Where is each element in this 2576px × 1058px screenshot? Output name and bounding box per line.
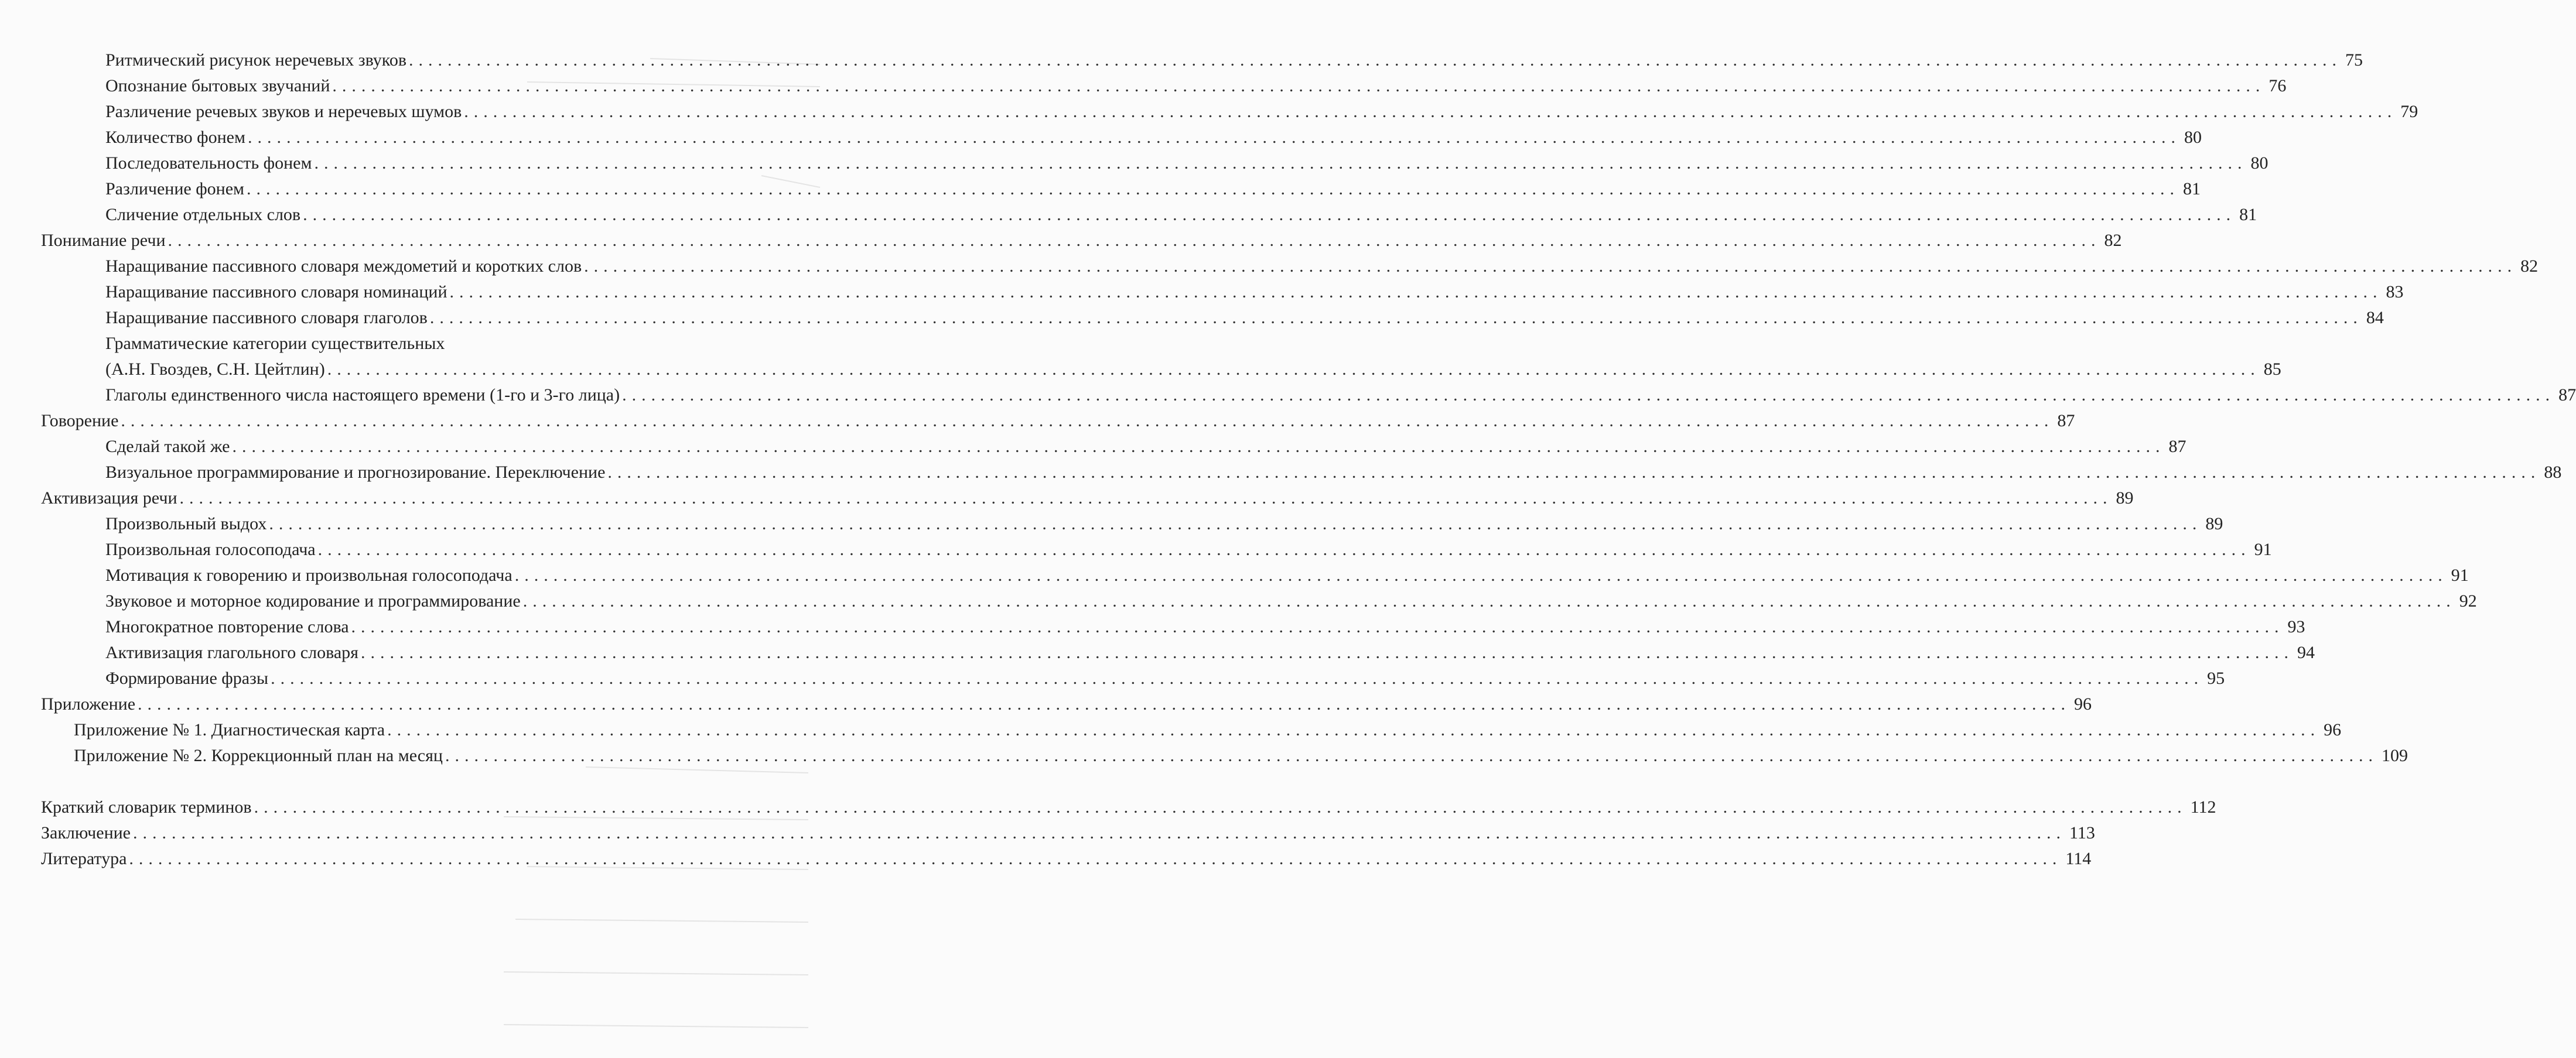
toc-entry-page-number: 85 [2263, 359, 2281, 379]
toc-entry[interactable] [0, 640, 2315, 666]
toc-entry-page-number: 89 [2116, 488, 2134, 508]
toc-entry[interactable] [0, 382, 2576, 408]
toc-entry[interactable] [0, 279, 2404, 305]
toc-entry-page-number: 88 [2544, 463, 2562, 482]
dot-leader: ........................................................................................................................................................................................................ [449, 282, 2383, 302]
dot-leader: ........................................................................................................................................................................................................ [607, 463, 2541, 482]
toc-entry-title: Приложение [41, 694, 136, 714]
toc-entry[interactable] [0, 511, 2223, 537]
toc-entry-page-number: 112 [2190, 797, 2216, 817]
toc-entry-page-number: 79 [2400, 102, 2418, 121]
dot-leader: ........................................................................................................................................................................................................ [522, 591, 2456, 611]
toc-entry-title: Наращивание пассивного словаря номинаций [105, 282, 447, 302]
dot-leader: ........................................................................................................................................................................................................ [332, 76, 2266, 95]
toc-entry-page-number: 95 [2207, 669, 2225, 688]
toc-entry-page-number: 96 [2074, 694, 2092, 714]
toc-entry-page-number: 89 [2205, 514, 2223, 533]
toc-entry[interactable] [0, 357, 2281, 382]
dot-leader: ........................................................................................................................................................................................................ [247, 128, 2181, 147]
dot-leader: ........................................................................................................................................................................................................ [303, 205, 2236, 224]
toc-entry-title: Краткий словарик терминов [41, 797, 252, 817]
dot-leader: ........................................................................................................................................................................................................ [445, 746, 2378, 765]
toc-entry-title: Грамматические категории существительных [105, 334, 445, 353]
toc-entry[interactable] [0, 485, 2134, 511]
toc-entry[interactable] [0, 228, 2122, 254]
toc-entry[interactable] [0, 47, 2363, 73]
toc-entry[interactable] [0, 820, 2095, 846]
toc-entry-title: Наращивание пассивного словаря междометий и коротких слов [105, 256, 582, 276]
toc-entry-title: Заключение [41, 823, 131, 843]
toc-entry-title: Последовательность фонем [105, 153, 312, 173]
toc-entry-title: Мотивация к говорению и произвольная голосоподача [105, 566, 513, 585]
dot-leader: ........................................................................................................................................................................................................ [351, 617, 2284, 636]
toc-entry-page-number: 113 [2069, 823, 2095, 843]
dot-leader: ........................................................................................................................................................................................................ [317, 540, 2251, 559]
toc-entry[interactable] [0, 691, 2092, 717]
toc-entry-page-number: 82 [2520, 256, 2539, 276]
toc-entry-page-number: 87 [2057, 411, 2075, 430]
toc-entry[interactable] [0, 73, 2287, 99]
toc-entry-title: (А.Н. Гвоздев, С.Н. Цейтлин) [105, 359, 325, 379]
toc-entry-title: Опознание бытовых звучаний [105, 76, 330, 95]
dot-leader: ........................................................................................................................................................................................................ [314, 153, 2247, 173]
toc-entry-page-number: 87 [2168, 437, 2186, 456]
dot-leader: ........................................................................................................................................................................................................ [387, 720, 2321, 739]
toc-entry-title: Звуковое и моторное кодирование и программирование [105, 591, 521, 611]
toc-entry-page-number: 82 [2104, 231, 2122, 250]
dot-leader: ........................................................................................................................................................................................................ [584, 256, 2517, 276]
dot-leader: ........................................................................................................................................................................................................ [360, 643, 2294, 662]
toc-entry-title: Приложение № 2. Коррекционный план на месяц [74, 746, 443, 765]
dot-leader: ........................................................................................................................................................................................................ [247, 179, 2179, 198]
toc-entry[interactable] [0, 795, 2216, 820]
toc-entry-title: Понимание речи [41, 231, 166, 250]
toc-entry[interactable] [0, 408, 2075, 434]
toc-entry[interactable] [0, 305, 2384, 331]
toc-entry[interactable] [0, 717, 2342, 743]
dot-leader: ........................................................................................................................................................................................................ [514, 566, 2448, 585]
toc-entry[interactable] [0, 99, 2418, 125]
toc-entry-page-number: 75 [2345, 50, 2363, 70]
toc-entry-title: Произвольная голосоподача [105, 540, 316, 559]
toc-entry[interactable] [0, 331, 867, 357]
toc-entry-page-number: 84 [2366, 308, 2384, 327]
toc-entry-page-number: 83 [2386, 282, 2404, 302]
toc-entry-page-number: 87 [2558, 385, 2576, 405]
toc-entry[interactable] [0, 434, 2186, 460]
dot-leader: ........................................................................................................................................................................................................ [254, 797, 2187, 817]
toc-entry[interactable] [0, 614, 2305, 640]
toc-entry[interactable] [0, 460, 2562, 485]
toc-entry-page-number: 94 [2297, 643, 2315, 662]
toc-entry-title: Ритмический рисунок неречевых звуков [105, 50, 407, 70]
toc-entry[interactable] [0, 666, 2225, 691]
toc-entry[interactable] [0, 846, 2092, 872]
dot-leader: ........................................................................................................................................................................................................ [121, 411, 2054, 430]
toc-entry-title: Активизация речи [41, 488, 177, 508]
toc-entry-page-number: 92 [2459, 591, 2477, 611]
toc-entry-title: Наращивание пассивного словаря глаголов [105, 308, 428, 327]
toc-entry-title: Приложение № 1. Диагностическая карта [74, 720, 385, 739]
toc-entry-title: Произвольный выдох [105, 514, 267, 533]
dot-leader: ........................................................................................................................................................................................................ [622, 385, 2555, 405]
toc-entry-title: Литература [41, 849, 127, 868]
toc-entry-title: Глаголы единственного числа настоящего времени (1-го и 3-го лица) [105, 385, 620, 405]
dot-leader: ........................................................................................................................................................................................................ [271, 669, 2204, 688]
dot-leader: ........................................................................................................................................................................................................ [138, 694, 2071, 714]
toc-entry-page-number: 76 [2268, 76, 2287, 95]
dot-leader: ........................................................................................................................................................................................................ [179, 488, 2113, 508]
toc-entry-page-number: 81 [2183, 179, 2201, 198]
toc-entry[interactable] [0, 588, 2477, 614]
toc-entry[interactable] [0, 176, 2201, 202]
toc-entry-title: Визуальное программирование и прогнозирование. Переключение [105, 463, 606, 482]
toc-entry-page-number: 93 [2287, 617, 2305, 636]
toc-entry-page-number: 80 [2184, 128, 2202, 147]
toc-entry-page-number: 114 [2065, 849, 2092, 868]
dot-leader: ........................................................................................................................................................................................................ [232, 437, 2165, 456]
toc-entry-page-number: 96 [2324, 720, 2342, 739]
toc-entry-title: Многократное повторение слова [105, 617, 349, 636]
toc-entry-title: Активизация глагольного словаря [105, 643, 358, 662]
toc-entry-page-number: 81 [2239, 205, 2257, 224]
toc-entry-page-number: 91 [2451, 566, 2469, 585]
toc-entry[interactable] [0, 563, 2469, 588]
dot-leader: ........................................................................................................................................................................................................ [168, 231, 2101, 250]
toc-entry-title: Говорение [41, 411, 119, 430]
toc-entry-title: Формирование фразы [105, 669, 269, 688]
toc-entry[interactable] [0, 537, 2272, 563]
toc-entry-page-number: 80 [2250, 153, 2268, 173]
toc-entry-page-number: 109 [2381, 746, 2408, 765]
toc-entry-title: Сличение отдельных слов [105, 205, 301, 224]
toc-entry[interactable] [0, 743, 2408, 769]
toc-entry[interactable] [0, 202, 2257, 228]
toc-entry-title: Количество фонем [105, 128, 245, 147]
toc-entry-title: Различение речевых звуков и неречевых шумов [105, 102, 462, 121]
toc-entry-title: Различение фонем [105, 179, 244, 198]
toc-entry-title: Сделай такой же [105, 437, 230, 456]
dot-leader: ........................................................................................................................................................................................................ [129, 849, 2062, 868]
toc-entry[interactable] [0, 254, 2539, 279]
toc-entry-page-number: 91 [2254, 540, 2272, 559]
dot-leader: ........................................................................................................................................................................................................ [133, 823, 2066, 843]
dot-leader: ........................................................................................................................................................................................................ [429, 308, 2363, 327]
dot-leader: ........................................................................................................................................................................................................ [409, 50, 2342, 70]
dot-leader: ........................................................................................................................................................................................................ [269, 514, 2202, 533]
dot-leader: ........................................................................................................................................................................................................ [464, 102, 2397, 121]
dot-leader: ........................................................................................................................................................................................................ [327, 359, 2260, 379]
toc-entry[interactable] [0, 150, 2268, 176]
toc-entry[interactable] [0, 125, 2202, 150]
